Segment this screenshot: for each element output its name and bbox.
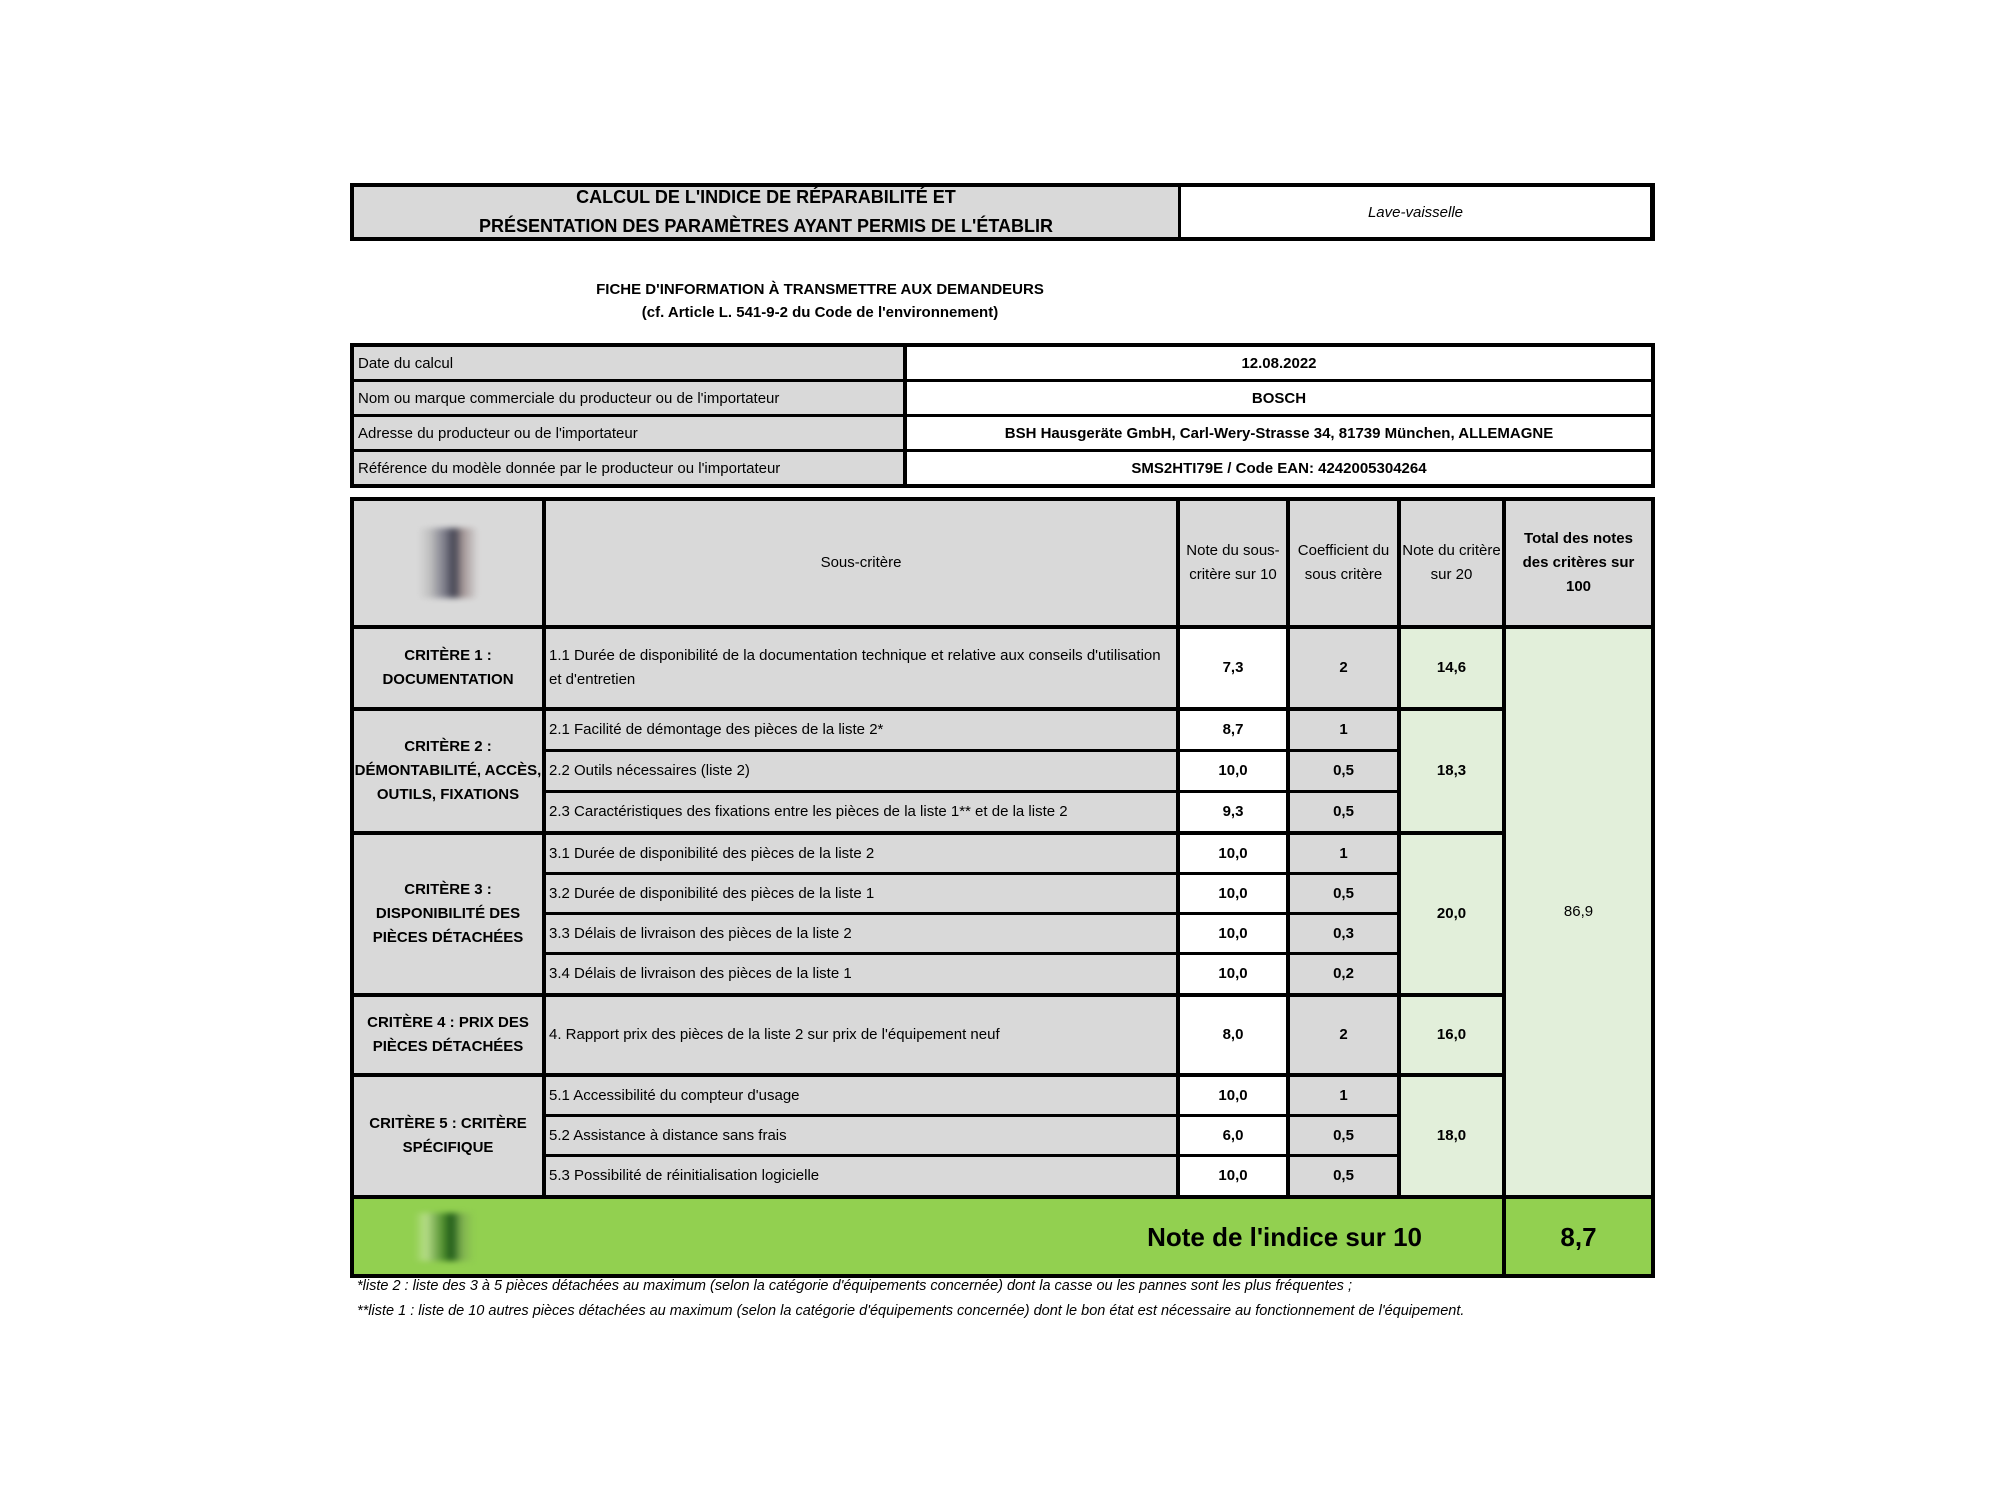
coef-5-2: 0,5 — [1290, 1117, 1397, 1154]
info-row-model — [354, 449, 1651, 484]
coef-4: 2 — [1290, 997, 1397, 1073]
sub-criterion-3-3: 3.3 Délais de livraison des pièces de la liste 2 — [546, 915, 1176, 952]
note-5-1: 10,0 — [1180, 1077, 1286, 1114]
criterion-5-score: 18,0 — [1401, 1077, 1502, 1195]
header-criterion — [354, 501, 542, 625]
subtitle-line-2: (cf. Article L. 541-9-2 du Code de l'environnement) — [641, 304, 999, 321]
info-value: BOSCH — [907, 382, 1651, 414]
producer-info-table — [350, 343, 1655, 488]
info-label: Adresse du producteur ou de l'importateur — [354, 417, 907, 449]
note-2-3: 9,3 — [1180, 793, 1286, 831]
coef-3-3: 0,3 — [1290, 915, 1397, 952]
criterion-1-score: 14,6 — [1401, 629, 1502, 707]
header-total: Total des notes des critères sur 100 — [1506, 501, 1651, 625]
subtitle — [540, 278, 1100, 324]
sub-criterion-5-3: 5.3 Possibilité de réinitialisation logicielle — [546, 1157, 1176, 1195]
note-3-3: 10,0 — [1180, 915, 1286, 952]
criterion-2-label: CRITÈRE 2 : DÉMONTABILITÉ, ACCÈS, OUTILS, FIXATIONS — [354, 711, 542, 831]
sub-criterion-2-1: 2.1 Facilité de démontage des pièces de la liste 2* — [546, 711, 1176, 749]
header-sub-score: Note du sous-critère sur 10 — [1180, 501, 1286, 625]
coef-3-2: 0,5 — [1290, 875, 1397, 912]
coef-2-2: 0,5 — [1290, 752, 1397, 790]
note-5-2: 6,0 — [1180, 1117, 1286, 1154]
sub-criterion-2-2: 2.2 Outils nécessaires (liste 2) — [546, 752, 1176, 790]
title-line-2: PRÉSENTATION DES PARAMÈTRES AYANT PERMIS DE L'ÉTABLIR — [478, 216, 1053, 236]
blurred-logo — [414, 1213, 474, 1261]
info-label: Nom ou marque commerciale du producteur ou de l'importateur — [354, 382, 907, 414]
blurred-header-criterion — [418, 528, 478, 598]
repairability-score-table — [350, 497, 1655, 1278]
sub-criterion-3-2: 3.2 Durée de disponibilité des pièces de la liste 1 — [546, 875, 1176, 912]
note-4: 8,0 — [1180, 997, 1286, 1073]
index-label: Note de l'indice sur 10 — [1147, 1221, 1422, 1252]
sub-criterion-3-1: 3.1 Durée de disponibilité des pièces de la liste 2 — [546, 835, 1176, 872]
note-1-1: 7,3 — [1180, 629, 1286, 707]
coef-5-1: 1 — [1290, 1077, 1397, 1114]
header-criterion-score: Note du critère sur 20 — [1401, 501, 1502, 625]
document-title — [354, 187, 1181, 237]
coef-3-4: 0,2 — [1290, 955, 1397, 993]
subtitle-line-1: FICHE D'INFORMATION À TRANSMETTRE AUX DEMANDEURS — [596, 281, 1044, 298]
info-row-address — [354, 414, 1651, 449]
sub-criterion-5-2: 5.2 Assistance à distance sans frais — [546, 1117, 1176, 1154]
info-row-date — [354, 347, 1651, 379]
criterion-3-score: 20,0 — [1401, 835, 1502, 993]
note-3-2: 10,0 — [1180, 875, 1286, 912]
note-3-4: 10,0 — [1180, 955, 1286, 993]
header-sub-criterion: Sous-critère — [546, 501, 1176, 625]
sub-criterion-5-1: 5.1 Accessibilité du compteur d'usage — [546, 1077, 1176, 1114]
criterion-5-label: CRITÈRE 5 : CRITÈRE SPÉCIFIQUE — [354, 1077, 542, 1195]
criterion-2-score: 18,3 — [1401, 711, 1502, 831]
coef-2-3: 0,5 — [1290, 793, 1397, 831]
criterion-4-label: CRITÈRE 4 : PRIX DES PIÈCES DÉTACHÉES — [354, 997, 542, 1073]
title-line-1: CALCUL DE L'INDICE DE RÉPARABILITÉ ET — [576, 187, 956, 207]
header-coefficient: Coefficient du sous critère — [1290, 501, 1397, 625]
equipment-category: Lave-vaisselle — [1181, 187, 1650, 237]
document-header — [350, 183, 1655, 241]
sub-criterion-2-3: 2.3 Caractéristiques des fixations entre les pièces de la liste 1** et de la liste 2 — [546, 793, 1176, 831]
index-row — [354, 1199, 1502, 1274]
footnote-liste-1: **liste 1 : liste de 10 autres pièces détachées au maximum (selon la catégorie d'équipements concernée) dont le bon état est nécessaire au fonctionnement de l'équipement. — [357, 1303, 1465, 1319]
index-value: 8,7 — [1506, 1199, 1651, 1274]
info-value: SMS2HTI79E / Code EAN: 4242005304264 — [907, 452, 1651, 484]
note-5-3: 10,0 — [1180, 1157, 1286, 1195]
sub-criterion-4: 4. Rapport prix des pièces de la liste 2 sur prix de l'équipement neuf — [546, 997, 1176, 1073]
info-label: Date du calcul — [354, 347, 907, 379]
total-score: 86,9 — [1506, 629, 1651, 1195]
note-3-1: 10,0 — [1180, 835, 1286, 872]
sub-criterion-3-4: 3.4 Délais de livraison des pièces de la liste 1 — [546, 955, 1176, 993]
sub-criterion-1-1: 1.1 Durée de disponibilité de la documentation technique et relative aux conseils d'utilisation et d'entretien — [546, 629, 1176, 707]
coef-5-3: 0,5 — [1290, 1157, 1397, 1195]
info-row-brand — [354, 379, 1651, 414]
criterion-3-label: CRITÈRE 3 : DISPONIBILITÉ DES PIÈCES DÉTACHÉES — [354, 835, 542, 993]
info-value: 12.08.2022 — [907, 347, 1651, 379]
footnote-liste-2: *liste 2 : liste des 3 à 5 pièces détachées au maximum (selon la catégorie d'équipements concernée) dont la casse ou les pannes sont les plus fréquentes ; — [357, 1278, 1352, 1294]
info-value: BSH Hausgeräte GmbH, Carl-Wery-Strasse 34, 81739 München, ALLEMAGNE — [907, 417, 1651, 449]
coef-3-1: 1 — [1290, 835, 1397, 872]
note-2-2: 10,0 — [1180, 752, 1286, 790]
info-label: Référence du modèle donnée par le producteur ou l'importateur — [354, 452, 907, 484]
criterion-1-label: CRITÈRE 1 : DOCUMENTATION — [354, 629, 542, 707]
note-2-1: 8,7 — [1180, 711, 1286, 749]
coef-1-1: 2 — [1290, 629, 1397, 707]
criterion-4-score: 16,0 — [1401, 997, 1502, 1073]
coef-2-1: 1 — [1290, 711, 1397, 749]
